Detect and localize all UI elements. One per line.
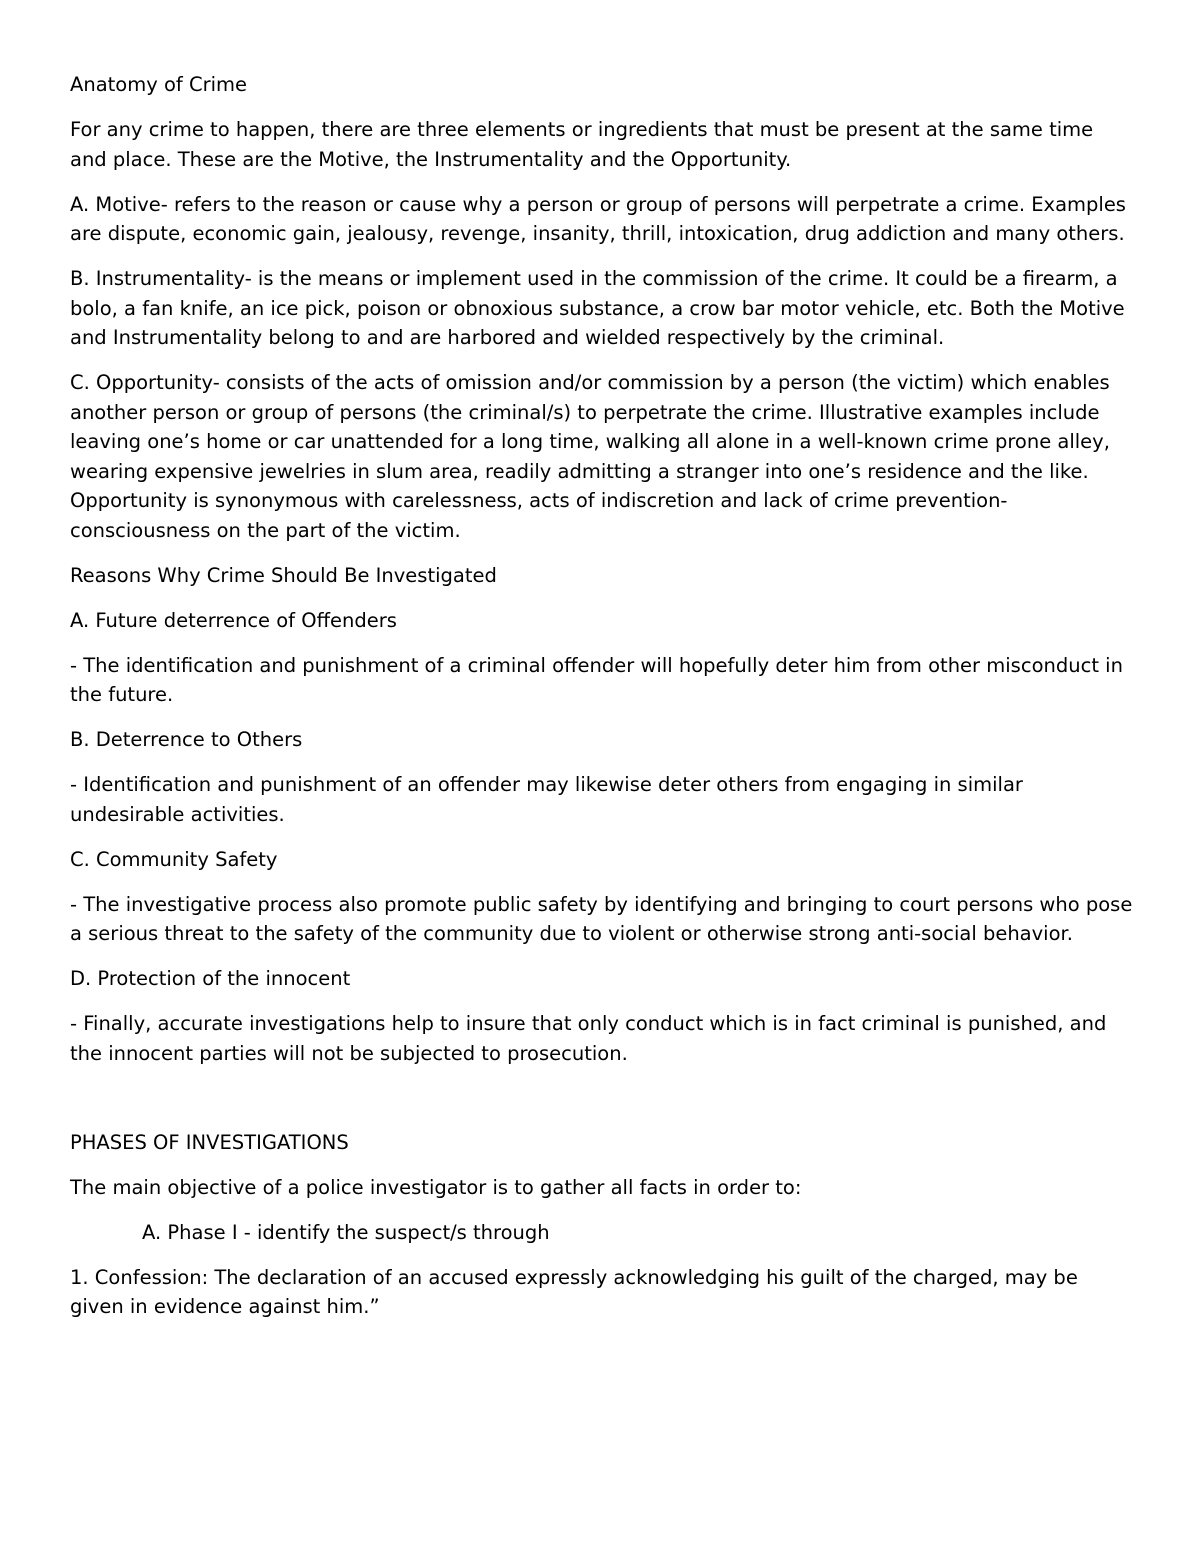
element-motive: A. Motive- refers to the reason or cause why a person or group of persons will perpetrate a crime. Examples are dispute, economic gain, jealousy, revenge, insanity, thrill, intoxication, drug addiction and many others.	[70, 192, 1126, 245]
element-instrumentality: B. Instrumentality- is the means or implement used in the commission of the crime. It could be a firearm, a bolo, a fan knife, an ice pick, poison or obnoxious substance, a crow bar motor vehicle, etc. Both the Motive and Instrumentality belong to and are harbored and wielded respectively by the criminal.	[70, 267, 1125, 349]
confession-item: 1. Confession: The declaration of an accused expressly acknowledging his guilt of the charged, may be given in evidence against him.”	[70, 1265, 1078, 1318]
phases-intro: The main objective of a police investigator is to gather all facts in order to:	[70, 1175, 802, 1199]
reason-text: - The investigative process also promote public safety by identifying and bringing to court persons who pose a serious threat to the safety of the community due to violent or otherwise strong anti-social behavior.	[70, 892, 1133, 945]
reason-text: - Finally, accurate investigations help to insure that only conduct which is in fact criminal is punished, and the innocent parties will not be subjected to prosecution.	[70, 1012, 1107, 1065]
reasons-heading: Reasons Why Crime Should Be Investigated	[70, 563, 497, 587]
reason-text: - The identification and punishment of a criminal offender will hopefully deter him from other misconduct in the future.	[70, 653, 1123, 706]
reason-title: A. Future deterrence of Offenders	[70, 608, 397, 632]
element-opportunity: C. Opportunity- consists of the acts of omission and/or commission by a person (the victim) which enables another person or group of persons (the criminal/s) to perpetrate the crime. Illustrative examples include leaving one’s home or car unattended for a long time, walking all alone in a well-known crime prone alley, wearing expensive jewelries in slum area, readily admitting a stranger into one’s residence and the like. Opportunity is synonymous with carelessness, acts of indiscretion and lack of crime prevention-consciousness on the part of the victim.	[70, 371, 1110, 542]
spacer	[70, 1084, 1135, 1128]
intro-paragraph: For any crime to happen, there are three elements or ingredients that must be present at the same time and place. These are the Motive, the Instrumentality and the Opportunity.	[70, 118, 1094, 171]
document-title: Anatomy of Crime	[70, 73, 247, 96]
reason-title: B. Deterrence to Others	[70, 728, 303, 751]
reason-title: D. Protection of the innocent	[70, 967, 351, 990]
reason-text: - Identification and punishment of an offender may likewise deter others from engaging in similar undesirable activities.	[70, 773, 1023, 826]
reason-title: C. Community Safety	[70, 847, 278, 871]
phase-one: A. Phase I - identify the suspect/s through	[142, 1220, 550, 1244]
phases-heading: PHASES OF INVESTIGATIONS	[70, 1130, 349, 1154]
document-page	[70, 70, 1135, 1337]
